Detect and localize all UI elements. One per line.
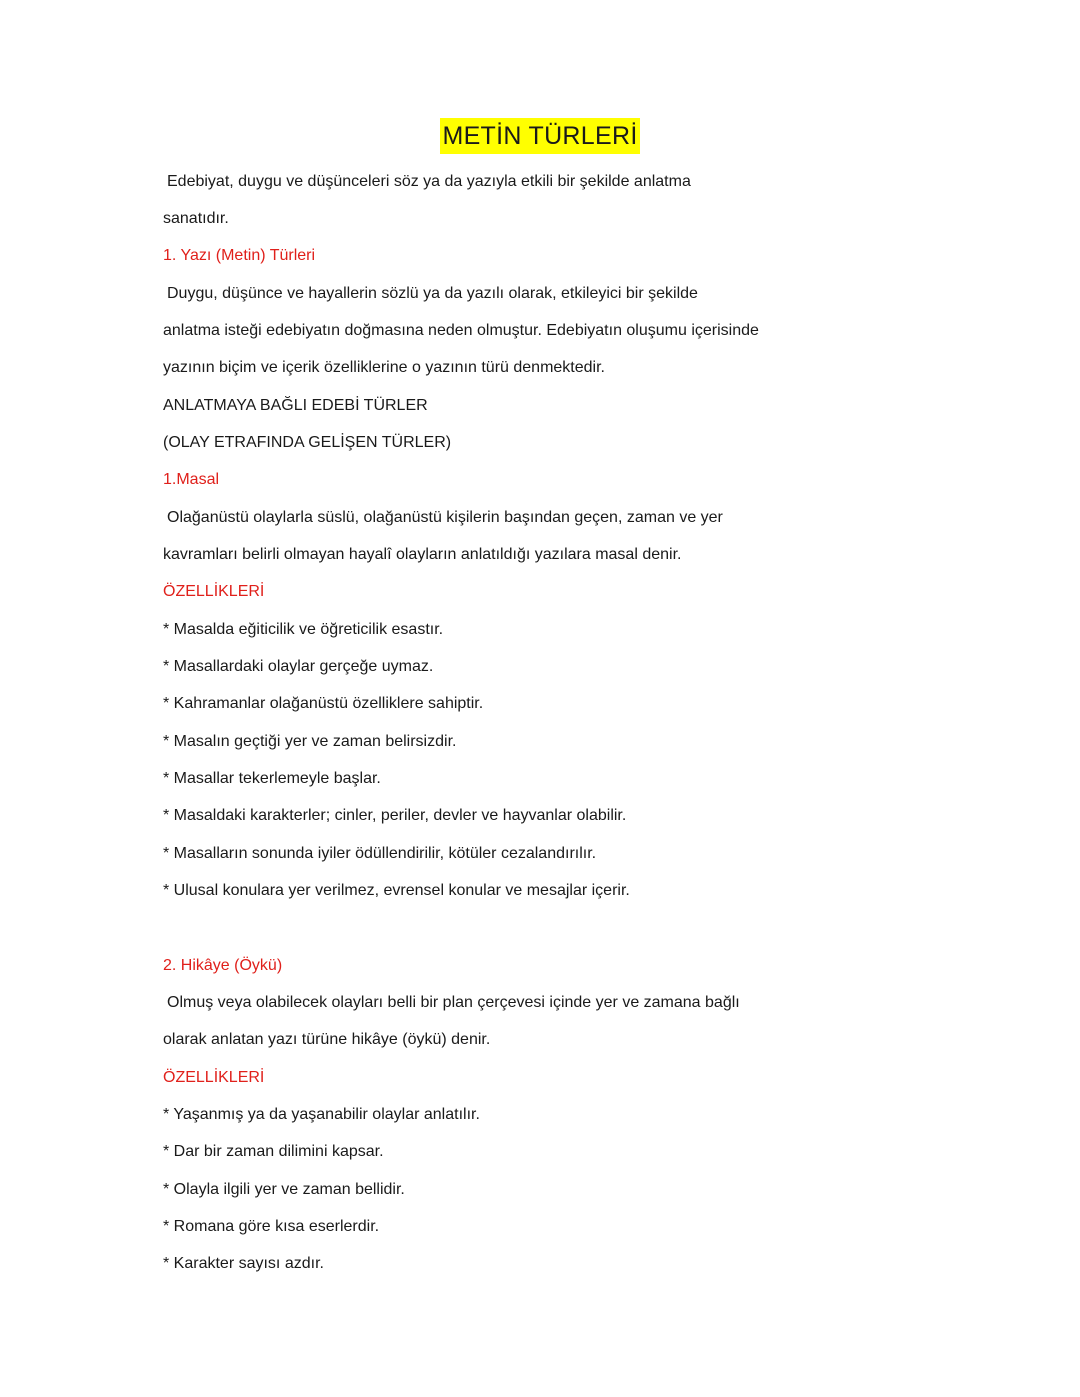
subheading-olay-etrafinda: (OLAY ETRAFINDA GELİŞEN TÜRLER) bbox=[163, 434, 452, 451]
list-item: * Masallardaki olaylar gerçeğe uymaz. bbox=[163, 658, 434, 675]
list-item: * Masaldaki karakterler; cinler, periler, devler ve hayvanlar olabilir. bbox=[163, 807, 627, 824]
masal-para-line-2: kavramları belirli olmayan hayalî olayların anlatıldığı yazılara masal denir. bbox=[163, 546, 682, 563]
subheading-anlatmaya-bagli: ANLATMAYA BAĞLI EDEBİ TÜRLER bbox=[163, 397, 428, 414]
list-item: * Karakter sayısı azdır. bbox=[163, 1255, 324, 1272]
list-item: * Olayla ilgili yer ve zaman bellidir. bbox=[163, 1181, 405, 1198]
hikaye-para-line-2: olarak anlatan yazı türüne hikâye (öykü) denir. bbox=[163, 1031, 491, 1048]
section1-para-line-3: yazının biçim ve içerik özelliklerine o yazının türü denmektedir. bbox=[163, 359, 605, 376]
list-item: * Masalların sonunda iyiler ödüllendirilir, kötüler cezalandırılır. bbox=[163, 845, 597, 862]
title-wrapper bbox=[0, 118, 1080, 154]
masal-features-heading: ÖZELLİKLERİ bbox=[163, 583, 265, 600]
masal-para-line-1: Olağanüstü olaylarla süslü, olağanüstü kişilerin başından geçen, zaman ve yer bbox=[167, 509, 723, 526]
list-item: * Masallar tekerlemeyle başlar. bbox=[163, 770, 381, 787]
list-item: * Kahramanlar olağanüstü özelliklere sahiptir. bbox=[163, 695, 484, 712]
heading-hikaye: 2. Hikâye (Öykü) bbox=[163, 957, 283, 974]
intro-line-1: Edebiyat, duygu ve düşünceleri söz ya da yazıyla etkili bir şekilde anlatma bbox=[167, 173, 691, 190]
section1-para-line-2: anlatma isteği edebiyatın doğmasına neden olmuştur. Edebiyatın oluşumu içerisinde bbox=[163, 322, 759, 339]
list-item: * Ulusal konulara yer verilmez, evrensel konular ve mesajlar içerir. bbox=[163, 882, 630, 899]
intro-line-2: sanatıdır. bbox=[163, 210, 229, 227]
page-title: METİN TÜRLERİ bbox=[440, 118, 639, 154]
section1-para-line-1: Duygu, düşünce ve hayallerin sözlü ya da yazılı olarak, etkileyici bir şekilde bbox=[167, 285, 698, 302]
list-item: * Yaşanmış ya da yaşanabilir olaylar anlatılır. bbox=[163, 1106, 480, 1123]
list-item: * Dar bir zaman dilimini kapsar. bbox=[163, 1143, 384, 1160]
hikaye-para-line-1: Olmuş veya olabilecek olayları belli bir plan çerçevesi içinde yer ve zamana bağlı bbox=[167, 994, 740, 1011]
heading-masal: 1.Masal bbox=[163, 471, 220, 488]
list-item: * Masalda eğiticilik ve öğreticilik esastır. bbox=[163, 621, 444, 638]
section-heading-yazi-turleri: 1. Yazı (Metin) Türleri bbox=[163, 247, 316, 264]
list-item: * Romana göre kısa eserlerdir. bbox=[163, 1218, 380, 1235]
hikaye-features-heading: ÖZELLİKLERİ bbox=[163, 1069, 265, 1086]
list-item: * Masalın geçtiği yer ve zaman belirsizdir. bbox=[163, 733, 457, 750]
